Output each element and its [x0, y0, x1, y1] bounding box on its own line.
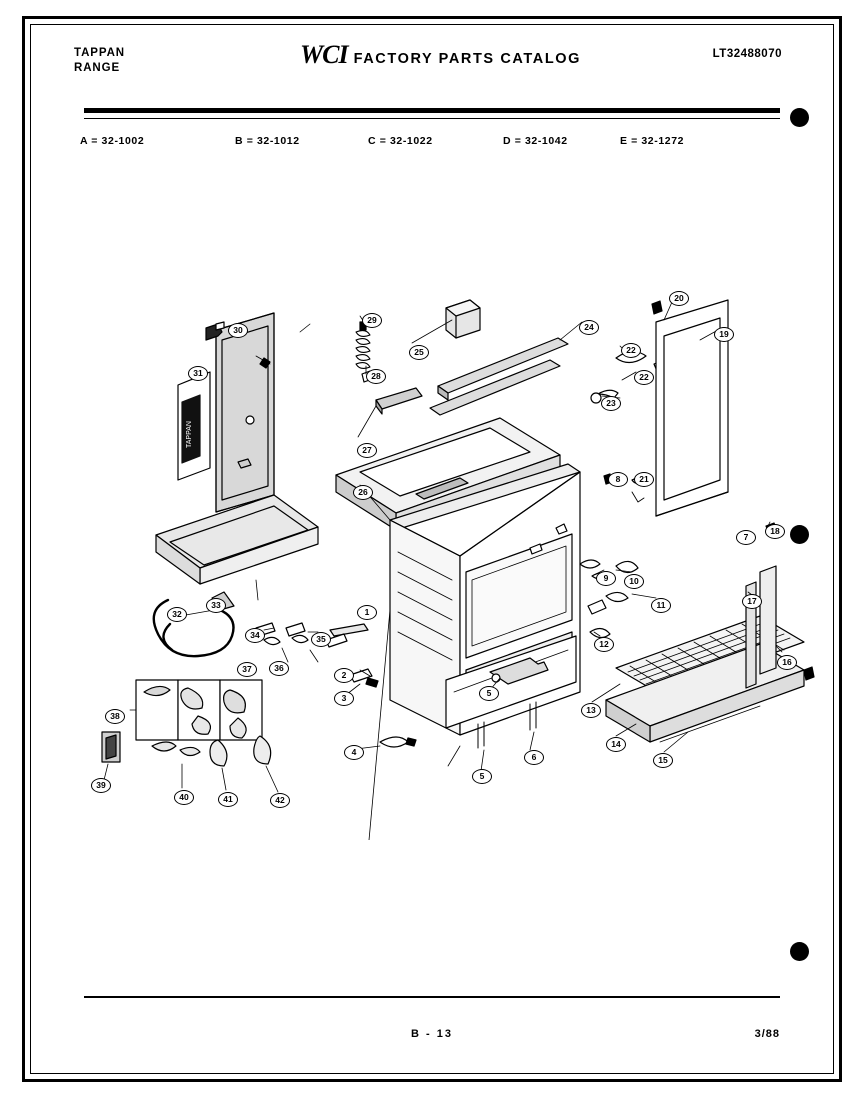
header-rule-thick [84, 108, 780, 113]
callout-38: 38 [105, 709, 125, 724]
callout-34: 34 [245, 628, 265, 643]
brand-line-1: TAPPAN [74, 47, 125, 59]
footer-rule [84, 996, 780, 998]
catalog-title-text: FACTORY PARTS CATALOG [353, 51, 582, 67]
svg-text:TAPPAN: TAPPAN [186, 421, 193, 448]
callout-40: 40 [174, 790, 194, 805]
callout-28: 28 [366, 369, 386, 384]
callout-35: 35 [311, 632, 331, 647]
model-legend [80, 135, 780, 151]
catalog-title [300, 42, 581, 68]
callout-22: 22 [621, 343, 641, 358]
document-code: LT32488070 [712, 48, 782, 60]
callout-31: 31 [188, 366, 208, 381]
callout-7: 7 [736, 530, 756, 545]
brand-name [74, 46, 125, 76]
callout-5: 5 [472, 769, 492, 784]
callout-8: 8 [608, 472, 628, 487]
callout-21: 21 [634, 472, 654, 487]
callout-30: 30 [228, 323, 248, 338]
callout-29: 29 [362, 313, 382, 328]
callout-20: 20 [669, 291, 689, 306]
callout-22: 22 [634, 370, 654, 385]
callout-36: 36 [269, 661, 289, 676]
punch-hole-bottom [790, 942, 809, 961]
legend-item-4: D = 32-1042 [503, 135, 568, 147]
callout-14: 14 [606, 737, 626, 752]
callout-11: 11 [651, 598, 671, 613]
punch-hole-top [790, 108, 809, 127]
callout-12: 12 [594, 637, 614, 652]
callout-19: 19 [714, 327, 734, 342]
brand-line-2: RANGE [74, 62, 121, 74]
callout-6: 6 [524, 750, 544, 765]
callout-17: 17 [742, 594, 762, 609]
callout-32: 32 [167, 607, 187, 622]
legend-item-5: E = 32-1272 [620, 135, 685, 147]
legend-item-1: A = 32-1002 [80, 135, 145, 147]
callout-33: 33 [206, 598, 226, 613]
callout-37: 37 [237, 662, 257, 677]
header-rule-thin [84, 118, 780, 119]
callout-39: 39 [91, 778, 111, 793]
callout-5: 5 [479, 686, 499, 701]
callout-1: 1 [357, 605, 377, 620]
callout-42: 42 [270, 793, 290, 808]
legend-item-3: C = 32-1022 [368, 135, 433, 147]
callout-3: 3 [334, 691, 354, 706]
callout-16: 16 [777, 655, 797, 670]
callout-26: 26 [353, 485, 373, 500]
wci-logo: WCI [300, 40, 348, 69]
callout-27: 27 [357, 443, 377, 458]
callout-25: 25 [409, 345, 429, 360]
callout-10: 10 [624, 574, 644, 589]
callout-4: 4 [344, 745, 364, 760]
legend-item-2: B = 32-1012 [235, 135, 300, 147]
callout-23: 23 [601, 396, 621, 411]
exploded-diagram [60, 280, 820, 840]
callout-15: 15 [653, 753, 673, 768]
callout-2: 2 [334, 668, 354, 683]
callout-24: 24 [579, 320, 599, 335]
page-number: B - 13 [411, 1028, 453, 1040]
revision-date: 3/88 [754, 1028, 780, 1040]
callout-41: 41 [218, 792, 238, 807]
callout-9: 9 [596, 571, 616, 586]
callout-18: 18 [765, 524, 785, 539]
callout-13: 13 [581, 703, 601, 718]
